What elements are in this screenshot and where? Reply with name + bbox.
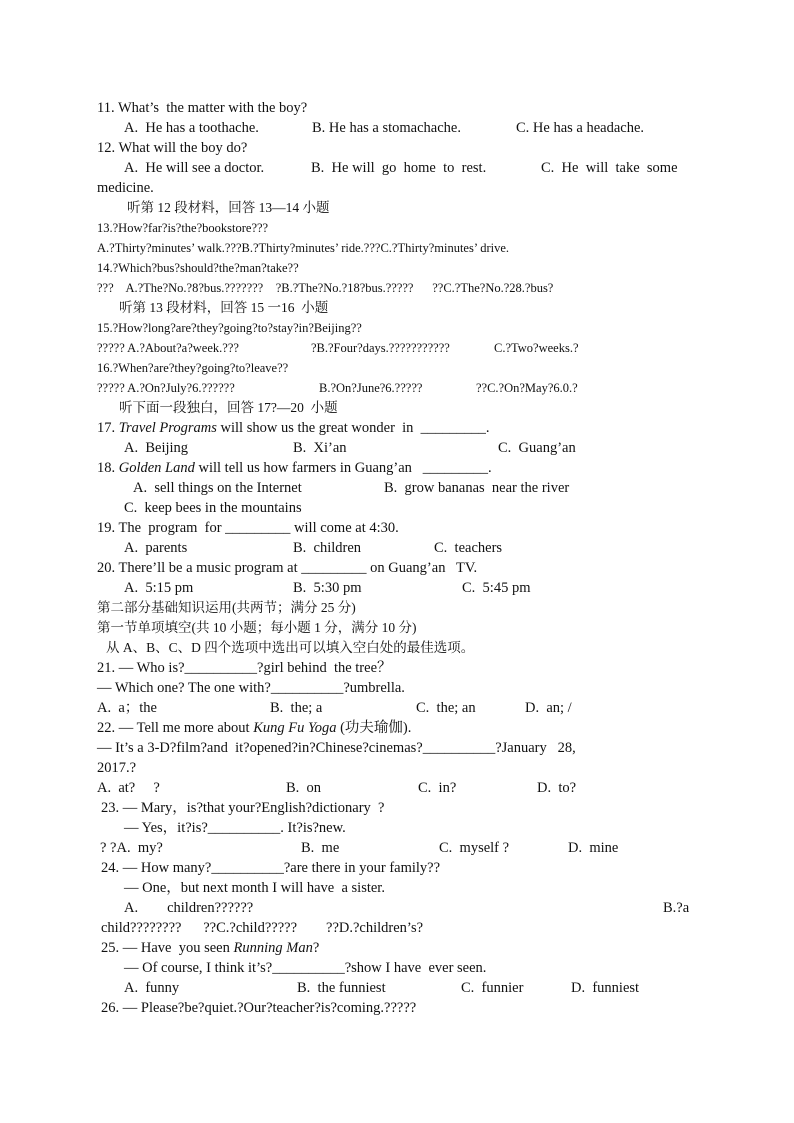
question-12: 12. What will the boy do? (97, 140, 248, 156)
option-b: B. 5:30 pm (293, 580, 362, 596)
option-b: B. the; a (270, 700, 323, 716)
option-a: A. He will see a doctor. (124, 160, 265, 176)
program-title: Travel Programs (118, 420, 217, 436)
option-a: A. funny (124, 980, 180, 996)
option-b: B. He has a stomachache. (312, 120, 461, 136)
option-a: ????? A.?On?July?6.?????? (97, 381, 235, 395)
question-text: will show us the great wonder in _________. (216, 420, 490, 436)
question-13: 13.?How?far?is?the?bookstore??? (97, 221, 269, 235)
question-21-response: — Which one? The one with?__________?umbrella. (97, 680, 405, 696)
question-19: 19. The program for _________ will come at 4:30. (97, 520, 399, 536)
show-title: Running Man (233, 940, 313, 956)
section-instruction: 听第 13 段材料，回答 15 一16 小题 (119, 300, 329, 315)
option-a: A. 5:15 pm (124, 580, 194, 596)
option-d: D. funniest (571, 980, 640, 996)
question-text: 25. — Have you seen (101, 940, 234, 956)
question-25-response: — Of course, I think it’s?__________?show I have ever seen. (124, 960, 487, 976)
question-11: 11. What’s the matter with the boy? (97, 100, 308, 116)
option-b: B.?On?June?6.????? (319, 381, 423, 395)
question-14: 14.?Which?bus?should?the?man?take?? (97, 261, 299, 275)
option-a: A. Beijing (124, 440, 189, 456)
question-20: 20. There’ll be a music program at _________ on Guang’an TV. (97, 560, 478, 576)
option-b: B. on (286, 780, 322, 796)
section-instruction: 听第 12 段材料，回答 13—14 小题 (127, 200, 330, 215)
question-24-response: — One，but next month I will have a sister. (124, 880, 385, 896)
option-b: B. grow bananas near the river (384, 480, 570, 496)
section-heading: 第一节单项填空(共 10 小题；每小题 1 分，满分 10 分) (97, 620, 417, 635)
option-c: C. funnier (461, 980, 524, 996)
option-b: B. Xi’an (293, 440, 347, 456)
question-mark: ? (312, 940, 320, 956)
option-c: C. 5:45 pm (462, 580, 531, 596)
option-d: D. to? (537, 780, 577, 796)
option-c: C. keep bees in the mountains (124, 500, 302, 516)
option-a: A. parents (124, 540, 188, 556)
question-21: 21. — Who is?__________?girl behind the tree？ (97, 660, 392, 676)
option-d: D. an; / (525, 700, 572, 716)
option-c: ??C.?On?May?6.0.? (476, 381, 578, 395)
question-text: will tell us how farmers in Guang’an _________. (194, 460, 492, 476)
question-text: 22. — Tell me more about (97, 720, 254, 736)
option-c: C. in? (418, 780, 457, 796)
question-23-response: — Yes，it?is?__________. It?is?new. (124, 820, 346, 836)
option-a: ? ?A. my? (100, 840, 163, 856)
question-18 (97, 458, 492, 478)
question-17 (97, 418, 490, 438)
part-heading: 第二部分基础知识运用(共两节；满分 25 分) (97, 600, 356, 615)
question-number: 17. (97, 420, 119, 436)
option-b: B. the funniest (297, 980, 386, 996)
option-a: A. children?????? (124, 900, 254, 916)
option-b: ?B.?Four?days.??????????? (311, 341, 450, 355)
option-b: B.?a (663, 900, 690, 916)
question-26: 26. — Please?be?quiet.?Our?teacher?is?coming.????? (101, 1000, 417, 1016)
question-number: 18. (97, 460, 119, 476)
options-continued: child???????? ??C.?child????? ??D.?children’s? (101, 920, 424, 936)
option-b: B. children (293, 540, 362, 556)
option-c: C. He has a headache. (516, 120, 645, 136)
question-23: 23. — Mary，is?that your?English?dictionary ? (101, 800, 385, 816)
option-a: A. sell things on the Internet (133, 480, 302, 496)
option-c-continued: medicine. (97, 180, 154, 196)
section-instruction: 听下面一段独白，回答 17?—20 小题 (119, 400, 338, 415)
film-title: Kung Fu Yoga (253, 720, 337, 736)
option-a: A. a；the (97, 700, 157, 716)
question-24: 24. — How many?__________?are there in your family?? (101, 860, 441, 876)
question-22-response-continued: 2017.? (97, 760, 137, 776)
option-c: C. Guang’an (498, 440, 576, 456)
option-a: A. He has a toothache. (124, 120, 259, 136)
film-title-chinese: (功夫瑜伽). (336, 720, 412, 736)
question-25 (101, 938, 319, 958)
option-a: A. at? ? (97, 780, 160, 796)
question-13-options: A.?Thirty?minutes’ walk.???B.?Thirty?minutes’ ride.???C.?Thirty?minutes’ drive. (97, 241, 509, 255)
option-d: D. mine (568, 840, 619, 856)
option-b: B. He will go home to rest. (311, 160, 487, 176)
option-a: ????? A.?About?a?week.??? (97, 341, 239, 355)
option-b: B. me (301, 840, 340, 856)
section-instruction: 从 A、B、C、D 四个选项中选出可以填入空白处的最佳选项。 (106, 640, 475, 655)
question-15: 15.?How?long?are?they?going?to?stay?in?Beijing?? (97, 321, 362, 335)
option-c: C. teachers (434, 540, 503, 556)
program-title: Golden Land (118, 460, 195, 476)
question-22-response: — It’s a 3-D?film?and it?opened?in?Chinese?cinemas?__________?January 28, (97, 740, 576, 756)
question-14-options: ??? A.?The?No.?8?bus.??????? ?B.?The?No.?18?bus.????? ??C.?The?No.?28.?bus? (97, 281, 554, 295)
question-16: 16.?When?are?they?going?to?leave?? (97, 361, 289, 375)
question-22 (97, 718, 411, 738)
option-c: C. He will take some (541, 160, 678, 176)
option-c: C. myself ? (439, 840, 510, 856)
option-c: C.?Two?weeks.? (494, 341, 579, 355)
option-c: C. the; an (416, 700, 476, 716)
